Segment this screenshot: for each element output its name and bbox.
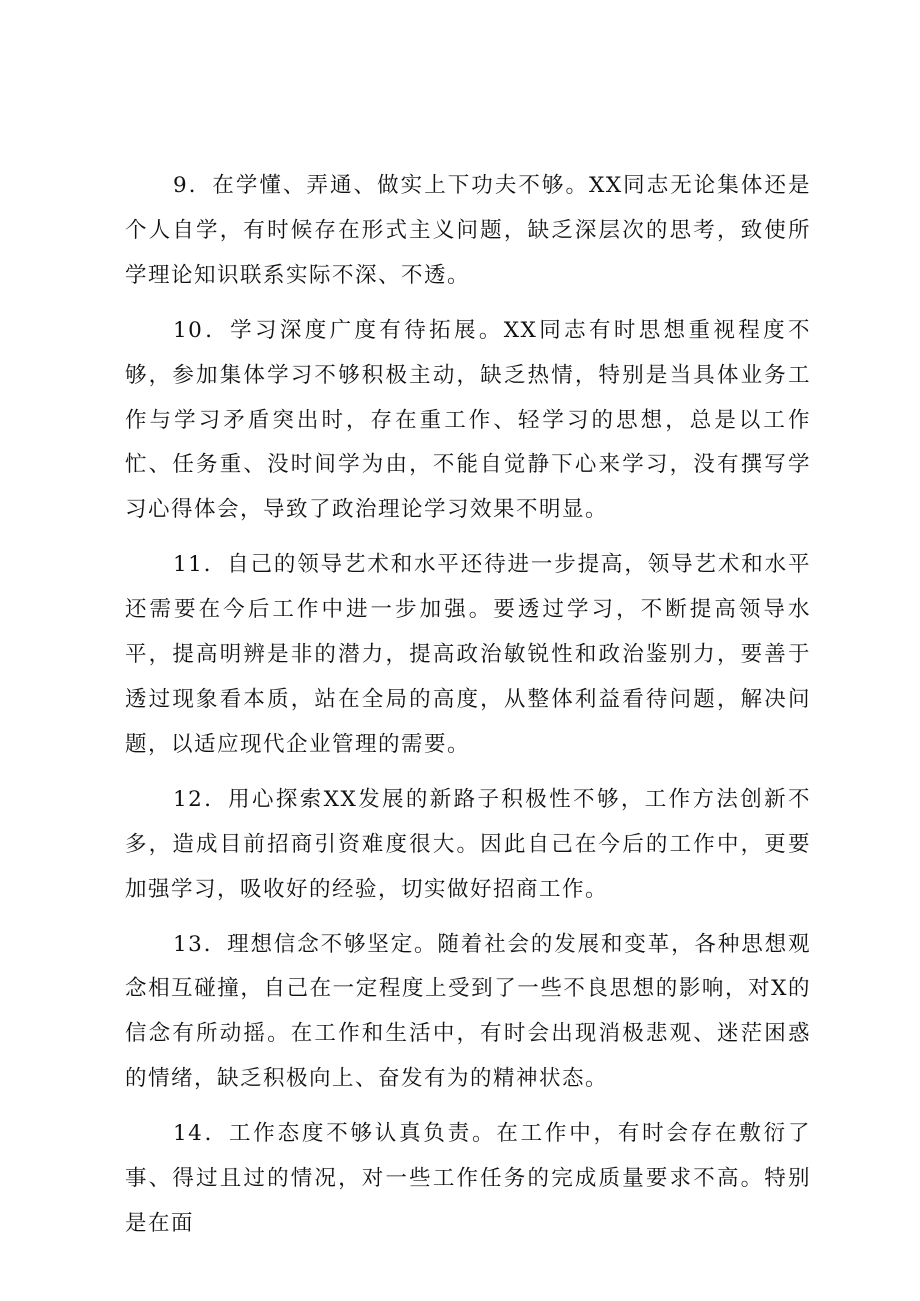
paragraph-item-14: 14．工作态度不够认真负责。在工作中，有时会存在敷衍了事、得过且过的情况，对一些工作任务的完成质量要求不高。特别是在面 — [125, 1121, 811, 1236]
paragraph-item-9: 9．在学懂、弄通、做实上下功夫不够。XX同志无论集体还是个人自学，有时候存在形式主义问题，缺乏深层次的思考，致使所学理论知识联系实际不深、不透。 — [125, 173, 811, 288]
paragraph-item-12: 12．用心探索XX发展的新路子积极性不够，工作方法创新不多，造成目前招商引资难度很大。因此自己在今后的工作中，更要加强学习，吸收好的经验，切实做好招商工作。 — [125, 786, 811, 902]
paragraph-item-11: 11．自己的领导艺术和水平还待进一步提高，领导艺术和水平还需要在今后工作中进一步加强。要透过学习，不断提高领导水平，提高明辨是非的潜力，提高政治敏锐性和政治鉴别力，要善于透过现象看本质，站在全局的高度，从整体利益看待问题，解决问题，以适应现代企业管理的需要。 — [125, 552, 811, 757]
document-body — [125, 164, 811, 1247]
paragraph-item-10: 10．学习深度广度有待拓展。XX同志有时思想重视程度不够，参加集体学习不够积极主动，缺乏热情，特别是当具体业务工作与学习矛盾突出时，存在重工作、轻学习的思想，总是以工作忙、任务重、没时间学为由，不能自觉静下心来学习，没有撰写学习心得体会，导致了政治理论学习效果不明显。 — [125, 317, 811, 523]
paragraph-item-13: 13．理想信念不够坚定。随着社会的发展和变革，各种思想观念相互碰撞，自己在一定程度上受到了一些不良思想的影响，对X的信念有所动摇。在工作和生活中，有时会出现消极悲观、迷茫困惑的情绪，缺乏积极向上、奋发有为的精神状态。 — [125, 931, 811, 1092]
